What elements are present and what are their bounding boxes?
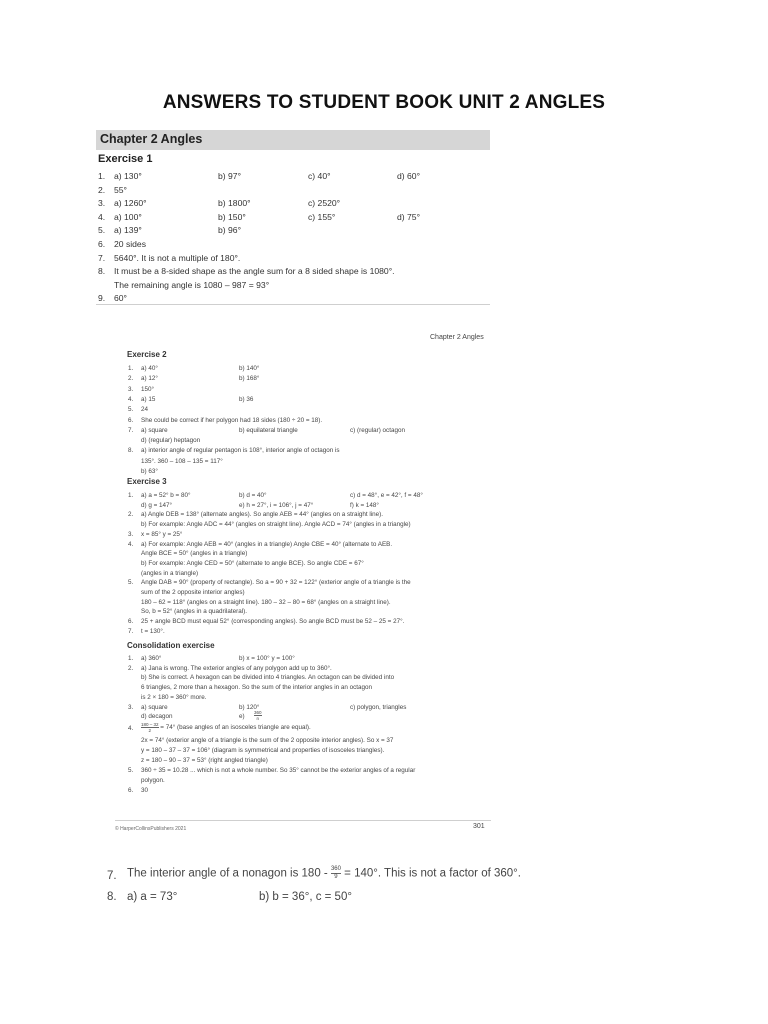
chapter-heading-bar: [96, 130, 490, 150]
ex2-line-part-a: 24: [141, 406, 149, 414]
ex2-line-part-b: b) 168°: [239, 375, 260, 383]
ex3-line-number: 1.: [128, 492, 134, 499]
ex1-line-part-a: 55°: [114, 184, 127, 195]
ex2-line-number: 4.: [128, 395, 134, 403]
cons-tail-line-number: 5.: [128, 767, 134, 774]
ex2-line-number: 7.: [128, 426, 134, 434]
ex1-line-number: 4.: [98, 211, 106, 222]
ex1-line-part-a: 60°: [114, 293, 127, 304]
ex2-line-number: 8.: [128, 447, 134, 455]
q8-number: 8.: [107, 891, 117, 903]
cons-line-part-a: 6 triangles, 2 more than a hexagon. So the sum of the interior angles in an octagon: [141, 684, 373, 692]
ex2-line-part-a: a) interior angle of regular pentagon is 108°, interior angle of octagon is: [141, 447, 340, 455]
ex1-line-number: 2.: [98, 184, 106, 195]
ex2-line-part-c: c) (regular) octagon: [350, 426, 405, 434]
cons-line-part-a: a) 360°: [141, 655, 162, 662]
ex2-line-part-a: She could be correct if her polygon had 18 sides (180 ÷ 20 = 18).: [141, 416, 323, 424]
q8-part-a: a) a = 73°: [127, 891, 178, 903]
ex1-line-part-b: b) 1800°: [218, 198, 251, 209]
cons-tail-line-part-a: 360 ÷ 35 = 10.28 ... which is not a whole number. So 35° cannot be the exterior angles of a regular: [141, 767, 416, 774]
ex3-line-number: 7.: [128, 627, 134, 635]
page2-header: Chapter 2 Angles: [430, 334, 484, 341]
ex1-line-part-a: a) 100°: [114, 211, 142, 222]
cons-line-number: 3.: [128, 703, 134, 711]
ex3-line-number: 5.: [128, 579, 134, 587]
ex2-line-part-b: b) 140°: [239, 365, 260, 372]
cons-line-number: 1.: [128, 655, 134, 662]
ex2-line-number: 1.: [128, 365, 134, 372]
ex3-line-number: 6.: [128, 618, 134, 626]
ex1-line-number: 9.: [98, 293, 106, 304]
ex1-line-part-a: 5640°. It is not a multiple of 180°.: [114, 252, 241, 263]
ex3-line-part-a: Angle BCE = 50° (angles in a triangle): [141, 550, 248, 558]
ex3-line-part-b: e) h = 27°, i = 106°, j = 47°: [239, 501, 314, 509]
cons3e-fraction: $\frac{360}{n}$: [254, 710, 262, 721]
cons4-number: 4.: [128, 725, 134, 732]
cons-line-part-b: b) x = 100° y = 100°: [239, 655, 295, 662]
ex3-line-number: 4.: [128, 540, 134, 548]
ex2-line-part-a: a) 40°: [141, 365, 158, 372]
ex2-line-part-a: 150°: [141, 385, 155, 393]
ex3-line-part-a: 25 + angle BCD must equal 52° (corresponding angles). So angle BCD must be 52 – 25 = 27°.: [141, 618, 405, 626]
ex3-line-part-a: x = 85° y = 25°: [141, 530, 183, 538]
ex3-line-part-a: t = 130°.: [141, 627, 165, 635]
ex1-line-number: 6.: [98, 239, 106, 249]
cons-line-number: 2.: [128, 664, 134, 672]
ex3-line-part-a: a) Angle DEB = 138° (alternate angles). So angle AEB = 44° (angles on a straight line).: [141, 511, 384, 519]
ex1-line-number: 1.: [98, 171, 106, 181]
ex1-line-part-c: c) 2520°: [308, 198, 341, 209]
ex3-line-part-a: Angle DAB = 90° (property of rectangle). So a = 90 + 32 = 122° (exterior angle of a triangle is the: [141, 579, 411, 587]
cons-tail-line-part-a: polygon.: [141, 777, 165, 784]
footer-copyright: © HarperCollinsPublishers 2021: [115, 826, 187, 832]
ex2-line-part-a: a) square: [141, 426, 168, 434]
ex3-line-number: 3.: [128, 530, 134, 538]
ex3-line-part-a: 180 – 62 = 118° (angles on a straight line). 180 – 32 – 80 = 68° (angles on a straight line).: [141, 598, 391, 606]
cons-line-part-c: c) polygon, triangles: [350, 703, 407, 711]
ex3-line-part-a: b) For example: Angle CED = 50° (alternate to angle BCE). So angle CDE = 67°: [141, 559, 364, 567]
ex1-line-number: 5.: [98, 225, 106, 236]
ex3-line-part-c: c) d = 48°, e = 42°, f = 48°: [350, 492, 423, 499]
cons-tail-line-part-a: y = 180 – 37 – 37 = 106° (diagram is symmetrical and properties of isosceles triangles).: [141, 747, 385, 754]
section-divider: [96, 304, 490, 305]
ex1-line-part-a: The remaining angle is 1080 – 987 = 93°: [114, 279, 270, 290]
cons-line-part-a: is 2 × 180 = 360° more.: [141, 693, 207, 701]
cons-tail-line-number: 6.: [128, 787, 134, 794]
ex2-line-number: 5.: [128, 406, 134, 414]
ex1-line-part-d: d) 75°: [397, 211, 421, 222]
ex2-line-part-a: d) (regular) heptagon: [141, 437, 201, 445]
ex2-line-number: 6.: [128, 416, 134, 424]
chapter-heading: Chapter 2 Angles: [100, 132, 203, 146]
ex2-line-part-a: 135°. 360 – 108 – 135 = 117°: [141, 457, 223, 465]
ex2-line-part-a: a) 15: [141, 395, 156, 403]
cons4-line: $\frac{180 - 32}{2} = 74^\circ$ (base angles of an isosceles triangle are equal).: [141, 722, 311, 733]
ex1-line-part-a: a) 1260°: [114, 198, 147, 209]
exercise3-heading: Exercise 3: [127, 477, 167, 486]
cons-line-part-a: d) decagon: [141, 713, 173, 721]
ex1-line-part-c: c) 40°: [308, 171, 331, 181]
ex1-line-part-a: 20 sides: [114, 239, 147, 249]
ex3-line-part-a: b) For example: Angle ADC = 44° (angles on straight line). Angle ACD = 74° (angles in a triangle): [141, 521, 411, 529]
cons-line-part-b: b) 120°: [239, 703, 260, 711]
ex2-line-number: 3.: [128, 385, 134, 393]
cons-tail-line-part-a: 2x = 74° (exterior angle of a triangle is the sum of the 2 opposite interior angles). So x = 37: [141, 737, 394, 744]
ex2-line-part-a: b) 63°: [141, 468, 158, 475]
consolidation-heading: Consolidation exercise: [127, 641, 215, 650]
ex1-line-part-a: a) 130°: [114, 171, 142, 181]
q7-text: The interior angle of a nonagon is 180 - $\frac{360}{9} = 140^\circ$. This is not a factor of 360°.: [127, 866, 521, 880]
ex3-line-part-a: So, b = 52° (angles in a quadrilateral).: [141, 608, 247, 616]
ex1-line-part-d: d) 60°: [397, 171, 421, 181]
ex1-line-number: 3.: [98, 198, 106, 209]
ex3-line-number: 2.: [128, 511, 134, 519]
ex3-line-part-a: a) a = 52° b = 80°: [141, 492, 191, 499]
ex1-line-number: 7.: [98, 252, 106, 263]
ex1-line-part-b: b) 96°: [218, 225, 242, 236]
ex1-line-part-a: a) 139°: [114, 225, 142, 236]
ex1-line-part-b: b) 97°: [218, 171, 242, 181]
ex3-line-part-a: sum of the 2 opposite interior angles): [141, 589, 245, 596]
ex2-line-part-b: b) equilateral triangle: [239, 426, 298, 434]
q7-number: 7.: [107, 870, 117, 882]
cons-line-part-b: e): [239, 713, 245, 721]
ex3-line-part-b: b) d = 40°: [239, 492, 267, 499]
exercise2-heading: Exercise 2: [127, 350, 167, 359]
ex2-line-part-b: b) 36: [239, 395, 254, 403]
ex3-line-part-c: f) k = 148°: [350, 501, 379, 509]
ex1-line-part-a: It must be a 8-sided shape as the angle sum for a 8 sided shape is 1080°.: [114, 266, 395, 277]
exercise1-heading: Exercise 1: [98, 153, 153, 165]
cons-line-part-a: a) square: [141, 703, 168, 711]
footer-divider: [115, 820, 491, 821]
ex3-line-part-a: a) For example: Angle AEB = 40° (angles in a triangle) Angle CBE = 40° (alternate to AEB.: [141, 540, 393, 548]
cons-line-part-a: a) Jana is wrong. The exterior angles of any polygon add up to 360°.: [141, 664, 332, 672]
footer-page-number: 301: [473, 823, 485, 830]
cons-tail-line-part-a: z = 180 – 90 – 37 = 53° (right angled triangle): [141, 757, 268, 764]
ex2-line-number: 2.: [128, 375, 134, 383]
cons-line-part-a: b) She is correct. A hexagon can be divided into 4 triangles. An octagon can be divided into: [141, 674, 395, 682]
page-title: ANSWERS TO STUDENT BOOK UNIT 2 ANGLES: [162, 92, 606, 113]
q8-part-b: b) b = 36°, c = 50°: [259, 891, 352, 903]
ex2-line-part-a: a) 12°: [141, 375, 158, 383]
ex1-line-number: 8.: [98, 266, 106, 277]
cons-tail-line-part-a: 30: [141, 787, 149, 794]
ex3-line-part-a: d) g = 147°: [141, 501, 173, 509]
ex1-line-part-c: c) 155°: [308, 211, 336, 222]
ex3-line-part-a: (angles in a triangle): [141, 569, 199, 577]
ex1-line-part-b: b) 150°: [218, 211, 246, 222]
